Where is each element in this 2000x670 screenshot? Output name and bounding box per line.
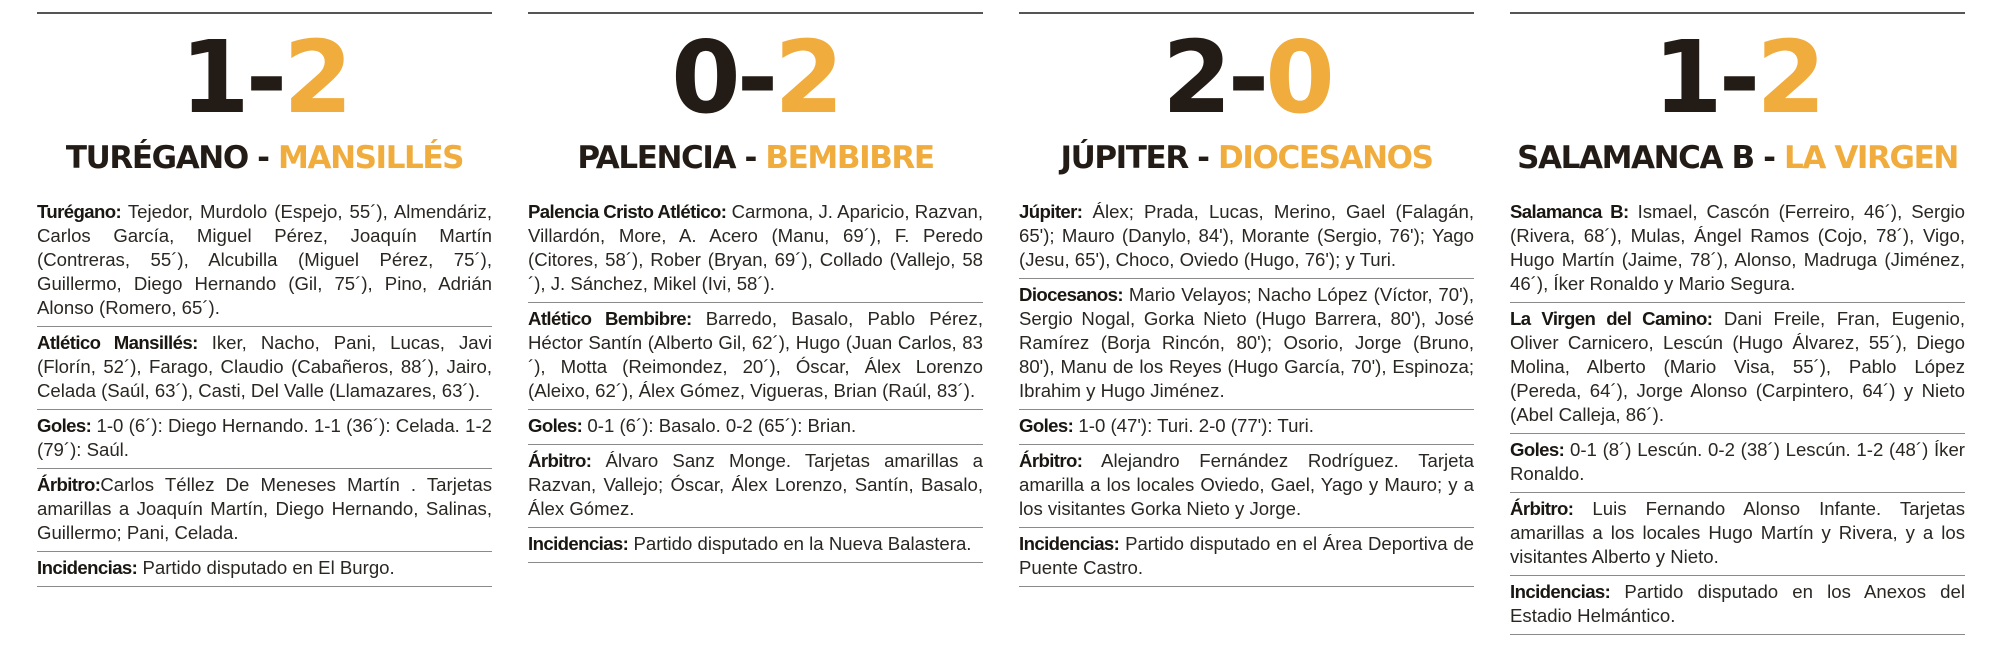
- goals: [37, 410, 492, 469]
- away-team: MANSILLÉS: [278, 140, 464, 176]
- away-score: 2: [283, 19, 349, 136]
- away-team: DIOCESANOS: [1218, 140, 1433, 176]
- block-text: Mario Velayos; Nacho López (Víctor, 70'), Sergio Nogal, Gorka Nieto (Hugo Barrera, 80'), José Ramírez (Borja Rincón, 80'); Osorio, Jorge (Bruno, 80'), Manu de los Reyes (Hugo García, 70'), Espinoza; Ibrahim y Hugo Jiménez.: [1019, 284, 1474, 401]
- block-label: Goles:: [37, 415, 92, 436]
- block-text: 0-1 (6´): Basalo. 0-2 (65´): Brian.: [582, 415, 857, 436]
- block-label: Árbitro:: [1019, 450, 1083, 471]
- match-report: [1510, 200, 1965, 635]
- match-teams: [1510, 138, 1965, 178]
- referee: [1510, 493, 1965, 576]
- match-score: [37, 19, 492, 136]
- match-report: [37, 200, 492, 587]
- home-lineup: [1510, 200, 1965, 303]
- block-text: Tejedor, Murdolo (Espejo, 55´), Almendáriz, Carlos García, Miguel Pérez, Joaquín Martín (Contreras, 55´), Alcubilla (Miguel Pérez, 75´), Guillermo, Diego Hernando (Gil, 75´), Pino, Adrián Alonso (Romero, 65´).: [37, 201, 492, 318]
- block-label: Goles:: [1019, 415, 1074, 436]
- match-column: [528, 12, 983, 563]
- block-text: Iker, Nacho, Pani, Lucas, Javi (Florín, 52´), Farago, Claudio (Cabañeros, 88´), Jairo, Celada (Saúl, 63´), Casti, Del Valle (Llamazares, 63´).: [37, 332, 493, 401]
- match-column: [1510, 12, 1965, 635]
- home-team: PALENCIA -: [577, 140, 766, 176]
- home-team: TURÉGANO -: [65, 140, 279, 176]
- home-lineup: [1019, 200, 1474, 279]
- match-column: [37, 12, 492, 587]
- home-score: 0-: [671, 19, 775, 136]
- match-teams: [528, 138, 983, 178]
- block-text: Luis Fernando Alonso Infante. Tarjetas amarillas a los locales Hugo Martín y Rivera, y a los visitantes Alberto y Nieto.: [1510, 498, 1965, 567]
- away-score: 2: [774, 19, 840, 136]
- match-score: [1510, 19, 1965, 136]
- block-label: Diocesanos:: [1019, 284, 1123, 305]
- match-teams: [1019, 138, 1474, 178]
- block-text: Álex; Prada, Lucas, Merino, Gael (Falagán, 65'); Mauro (Danylo, 84'), Morante (Sergio, 76'); Yago (Jesu, 65'), Choco, Oviedo (Hugo, 76'); y Turi.: [1019, 201, 1474, 270]
- block-label: Incidencias:: [528, 533, 629, 554]
- block-label: Incidencias:: [37, 557, 138, 578]
- block-label: Goles:: [528, 415, 583, 436]
- block-label: Árbitro:: [1510, 498, 1574, 519]
- block-label: Atlético Bembibre:: [528, 308, 692, 329]
- block-text: Partido disputado en la Nueva Balastera.: [628, 533, 972, 554]
- away-score: 2: [1756, 19, 1822, 136]
- home-lineup: [37, 200, 492, 327]
- block-label: Árbitro:: [37, 474, 101, 495]
- block-text: Ismael, Cascón (Ferreiro, 46´), Sergio (Rivera, 68´), Mulas, Ángel Ramos (Cojo, 78´), Vigo, Hugo Martín (Jaime, 78´), Alonso, Madruga (Jiménez, 46´), Íker Ronaldo y Mario Segura.: [1510, 201, 1966, 294]
- block-label: Palencia Cristo Atlético:: [528, 201, 727, 222]
- goals: [528, 410, 983, 445]
- home-score: 1-: [180, 19, 284, 136]
- referee: [528, 445, 983, 528]
- block-label: Incidencias:: [1510, 581, 1611, 602]
- block-label: Goles:: [1510, 439, 1565, 460]
- away-score: 0: [1265, 19, 1331, 136]
- block-text: Partido disputado en los Anexos del Estadio Helmántico.: [1510, 581, 1965, 626]
- block-text: Álvaro Sanz Monge. Tarjetas amarillas a Razvan, Vallejo; Óscar, Álex Lorenzo, Santín, Basalo, Álex Gómez.: [528, 450, 983, 519]
- match-column: [1019, 12, 1474, 587]
- goals: [1510, 434, 1965, 493]
- referee: [1019, 445, 1474, 528]
- block-text: Alejandro Fernández Rodríguez. Tarjeta amarilla a los locales Oviedo, Gael, Yago y Mauro; y a los visitantes Gorka Nieto y Jorge.: [1019, 450, 1474, 519]
- home-team: SALAMANCA B -: [1517, 140, 1784, 176]
- match-report: [1019, 200, 1474, 587]
- block-text: Dani Freile, Fran, Eugenio, Oliver Carnicero, Lescún (Hugo Álvarez, 55´), Diego Molina, Alberto (Mario Visa, 55´), Pablo López (Pereda, 64´), Jorge Alonso (Carpintero, 64´) y Nieto (Abel Calleja, 86´).: [1510, 308, 1965, 425]
- goals: [1019, 410, 1474, 445]
- match-report: [528, 200, 983, 563]
- incidents: [528, 528, 983, 563]
- block-label: Incidencias:: [1019, 533, 1120, 554]
- block-text: 0-1 (8´) Lescún. 0-2 (38´) Lescún. 1-2 (48´) Íker Ronaldo.: [1510, 439, 1965, 484]
- away-lineup: [37, 327, 492, 410]
- block-label: Salamanca B:: [1510, 201, 1629, 222]
- block-text: Partido disputado en el Área Deportiva de Puente Castro.: [1019, 533, 1474, 578]
- block-label: Turégano:: [37, 201, 122, 222]
- home-lineup: [528, 200, 983, 303]
- home-team: JÚPITER -: [1060, 140, 1219, 176]
- incidents: [37, 552, 492, 587]
- away-lineup: [528, 303, 983, 410]
- away-lineup: [1019, 279, 1474, 410]
- away-lineup: [1510, 303, 1965, 434]
- away-team: BEMBIBRE: [765, 140, 934, 176]
- block-text: 1-0 (6´): Diego Hernando. 1-1 (36´): Celada. 1-2 (79´): Saúl.: [37, 415, 492, 460]
- home-score: 2-: [1162, 19, 1266, 136]
- block-text: Carlos Téllez De Meneses Martín . Tarjetas amarillas a Joaquín Martín, Diego Hernando, Salinas, Guillermo; Pani, Celada.: [37, 474, 492, 543]
- match-teams: [37, 138, 492, 178]
- block-text: Partido disputado en El Burgo.: [137, 557, 395, 578]
- incidents: [1019, 528, 1474, 587]
- block-label: Júpiter:: [1019, 201, 1083, 222]
- block-text: Carmona, J. Aparicio, Razvan, Villardón, More, A. Acero (Manu, 69´), F. Peredo (Citores, 58´), Rober (Bryan, 69´), Collado (Vallejo, 58´), J. Sánchez, Mikel (Ivi, 58´).: [528, 201, 983, 294]
- block-label: La Virgen del Camino:: [1510, 308, 1713, 329]
- away-team: LA VIRGEN: [1783, 140, 1958, 176]
- block-label: Árbitro:: [528, 450, 592, 471]
- block-label: Atlético Mansillés:: [37, 332, 198, 353]
- match-score: [1019, 19, 1474, 136]
- match-score: [528, 19, 983, 136]
- block-text: Barredo, Basalo, Pablo Pérez, Héctor Santín (Alberto Gil, 62´), Hugo (Juan Carlos, 83´), Motta (Reimondez, 20´), Óscar, Álex Lorenzo (Aleixo, 62´), Álex Gómez, Vigueras, Brian (Raúl, 83´).: [528, 308, 983, 401]
- incidents: [1510, 576, 1965, 635]
- referee: [37, 469, 492, 552]
- block-text: 1-0 (47'): Turi. 2-0 (77'): Turi.: [1073, 415, 1314, 436]
- home-score: 1-: [1653, 19, 1757, 136]
